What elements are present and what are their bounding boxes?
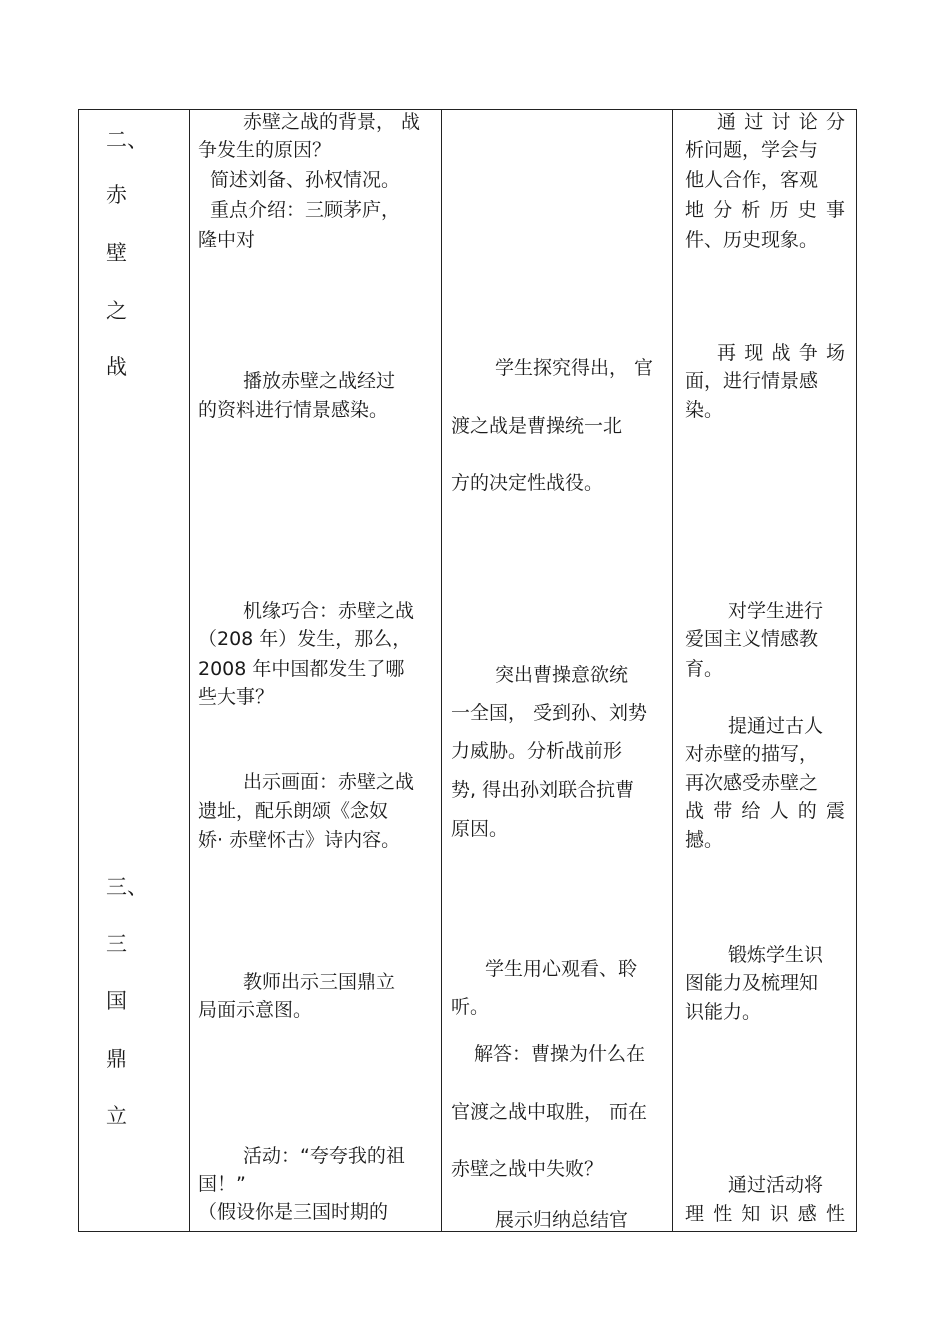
section-char: 之 bbox=[106, 299, 127, 323]
text-line: 机缘巧合：赤壁之战 bbox=[243, 600, 415, 622]
text-line: 件、历史现象。 bbox=[685, 229, 819, 251]
text-line: 教师出示三国鼎立 bbox=[243, 971, 396, 993]
text-line: 力威胁。分析战前形 bbox=[451, 740, 623, 762]
text-line: 学生用心观看、聆 bbox=[485, 958, 638, 980]
section-char: 立 bbox=[106, 1104, 127, 1128]
text-line: 出示画面：赤壁之战 bbox=[243, 771, 415, 793]
section-char: 赤 bbox=[106, 183, 127, 207]
text-line: 些大事？ bbox=[198, 686, 275, 708]
text-line: 渡之战是曹操统一北 bbox=[451, 415, 623, 437]
section-char: 鼎 bbox=[106, 1047, 127, 1071]
text-line: 撼。 bbox=[685, 829, 724, 851]
text-line: 赤壁之战中失败？ bbox=[451, 1158, 604, 1180]
section-number: 二、 bbox=[106, 128, 148, 152]
section-char: 国 bbox=[106, 989, 127, 1013]
text-line: 的资料进行情景感染。 bbox=[198, 399, 389, 421]
text-line: 对学生进行 bbox=[728, 600, 824, 622]
text-line: 通过活动将 bbox=[728, 1174, 824, 1196]
text-line: 他人合作，客观 bbox=[685, 169, 819, 191]
text-line: 简述刘备、孙权情况。 bbox=[210, 169, 401, 191]
text-line: 2008 年中国都发生了哪 bbox=[198, 658, 405, 680]
section-char: 战 bbox=[106, 355, 127, 379]
text-line: 理 性 知 识 感 性 bbox=[685, 1203, 845, 1225]
text-line: 隆中对 bbox=[198, 229, 256, 251]
text-line: 再次感受赤壁之 bbox=[685, 772, 819, 794]
text-line: 势, 得出孙刘联合抗曹 bbox=[451, 779, 635, 801]
text-line: 对赤壁的描写， bbox=[685, 743, 819, 765]
text-line: 赤壁之战的背景， 战 bbox=[243, 111, 421, 133]
text-line: 听。 bbox=[451, 996, 490, 1018]
text-line: 育。 bbox=[685, 658, 724, 680]
text-line: 通 过 讨 论 分 bbox=[717, 111, 845, 133]
text-line: 一全国， 受到孙、刘势 bbox=[451, 702, 648, 724]
section-char: 壁 bbox=[106, 241, 127, 265]
text-line: 方的决定性战役。 bbox=[451, 472, 604, 494]
text-line: 展示归纳总结官 bbox=[495, 1209, 629, 1231]
text-line: 官渡之战中取胜， 而在 bbox=[451, 1101, 648, 1123]
text-line: （假设你是三国时期的 bbox=[198, 1201, 389, 1223]
column-divider bbox=[672, 109, 673, 1232]
column-divider bbox=[441, 109, 442, 1232]
text-line: 解答：曹操为什么在 bbox=[474, 1043, 646, 1065]
text-line: 原因。 bbox=[451, 818, 509, 840]
text-line: 地 分 析 历 史 事 bbox=[685, 199, 845, 221]
text-line: 提通过古人 bbox=[728, 715, 824, 737]
text-line: 突出曹操意欲统 bbox=[495, 664, 629, 686]
text-line: 析问题，学会与 bbox=[685, 139, 819, 161]
text-line: 再 现 战 争 场 bbox=[717, 342, 845, 364]
text-line: 活动：“夸夸我的祖 bbox=[243, 1145, 405, 1167]
text-line: 爱国主义情感教 bbox=[685, 628, 819, 650]
text-line: 争发生的原因？ bbox=[198, 139, 332, 161]
text-line: 重点介绍：三顾茅庐， bbox=[210, 199, 401, 221]
text-line: 锻炼学生识 bbox=[728, 944, 824, 966]
text-line: 娇· 赤壁怀古》诗内容。 bbox=[198, 829, 401, 851]
column-divider bbox=[189, 109, 190, 1232]
text-line: （208 年）发生，那么， bbox=[198, 628, 412, 650]
text-line: 图能力及梳理知 bbox=[685, 972, 819, 994]
text-line: 局面示意图。 bbox=[198, 999, 313, 1021]
text-line: 播放赤壁之战经过 bbox=[243, 370, 396, 392]
text-line: 国！” bbox=[198, 1173, 246, 1195]
text-line: 遗址，配乐朗颂《念奴 bbox=[198, 800, 389, 822]
lesson-table bbox=[78, 109, 857, 1232]
text-line: 战 带 给 人 的 震 bbox=[685, 800, 845, 822]
section-number: 三、 bbox=[106, 875, 148, 899]
text-line: 学生探究得出， 官 bbox=[495, 357, 654, 379]
text-line: 染。 bbox=[685, 399, 724, 421]
text-line: 面，进行情景感 bbox=[685, 370, 819, 392]
section-char: 三 bbox=[106, 932, 127, 956]
text-line: 识能力。 bbox=[685, 1001, 762, 1023]
